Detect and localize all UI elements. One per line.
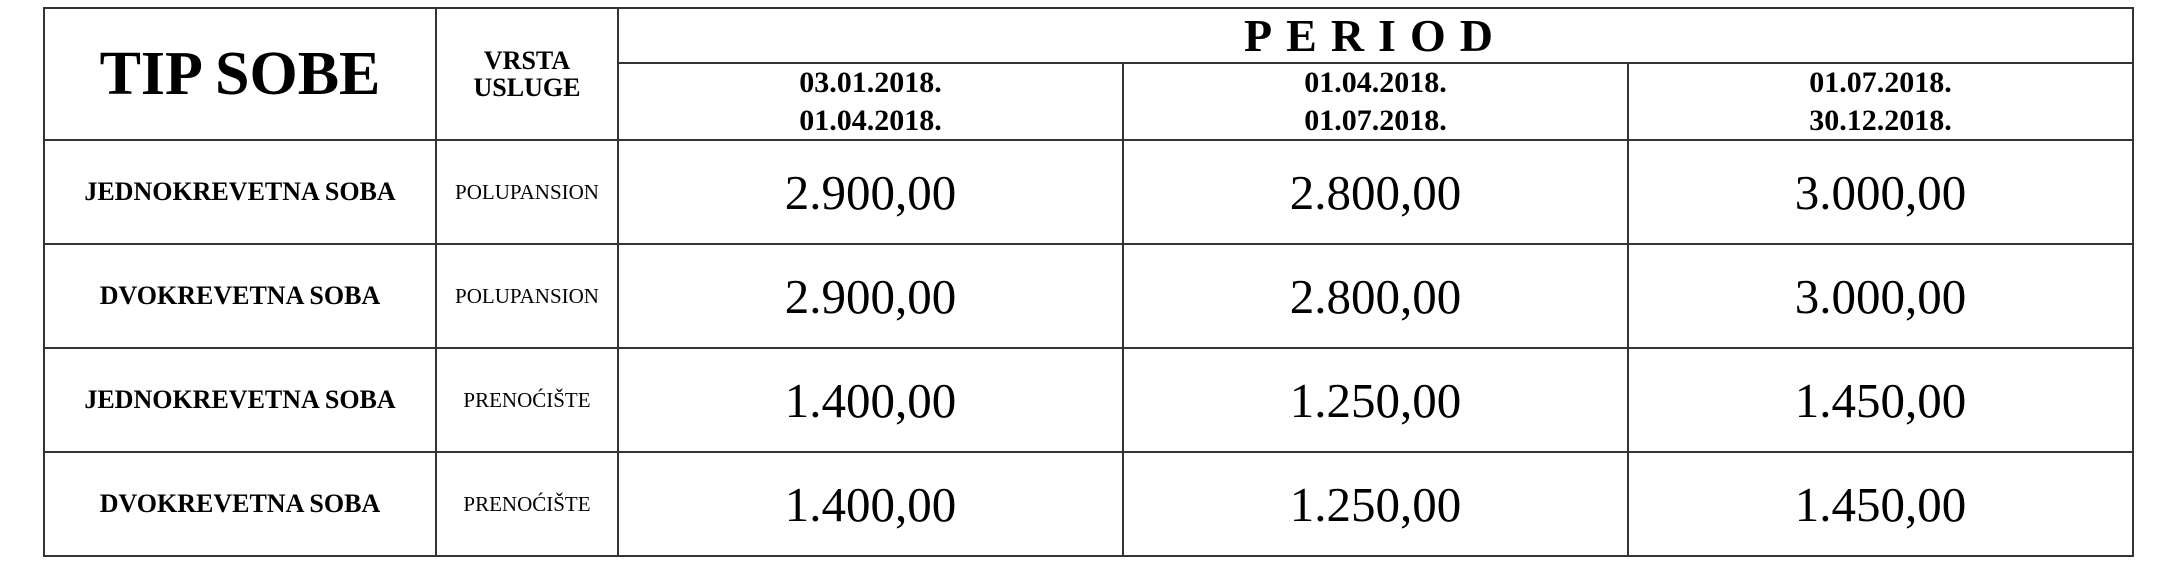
price-cell: 2.800,00 — [1123, 244, 1628, 348]
room-type-cell: DVOKREVETNA SOBA — [44, 244, 436, 348]
table-row — [44, 452, 2133, 556]
period-1-from: 03.01.2018. — [799, 66, 942, 99]
price-cell: 3.000,00 — [1628, 244, 2133, 348]
period-2-from: 01.04.2018. — [1304, 66, 1447, 99]
period-header — [618, 8, 2133, 63]
service-type-header — [436, 8, 618, 140]
price-cell: 1.250,00 — [1123, 348, 1628, 452]
table-row — [44, 244, 2133, 348]
period-cell-3 — [1628, 63, 2133, 140]
service-type-cell: POLUPANSION — [436, 140, 618, 244]
period-cell-2 — [1123, 63, 1628, 140]
service-type-cell: POLUPANSION — [436, 244, 618, 348]
room-type-header — [44, 8, 436, 140]
price-cell: 1.450,00 — [1628, 452, 2133, 556]
price-cell: 1.250,00 — [1123, 452, 1628, 556]
table-row — [44, 140, 2133, 244]
price-cell: 1.450,00 — [1628, 348, 2133, 452]
service-title-line1: VRSTA — [483, 45, 571, 75]
price-cell: 2.900,00 — [618, 140, 1123, 244]
room-type-cell: JEDNOKREVETNA SOBA — [44, 140, 436, 244]
table-row — [44, 348, 2133, 452]
service-title-line2: USLUGE — [473, 73, 581, 102]
period-2-to: 01.07.2018. — [1304, 103, 1447, 137]
price-cell: 1.400,00 — [618, 348, 1123, 452]
price-cell: 2.800,00 — [1123, 140, 1628, 244]
price-table — [43, 7, 2134, 557]
period-title: PERIOD — [1244, 9, 1507, 61]
room-type-title: TIP SOBE — [99, 40, 381, 108]
period-1-to: 01.04.2018. — [799, 103, 942, 137]
period-3-from: 01.07.2018. — [1809, 66, 1952, 99]
service-type-cell: PRENOĆIŠTE — [436, 452, 618, 556]
period-3-to: 30.12.2018. — [1809, 103, 1952, 137]
header-row-top — [44, 8, 2133, 63]
price-cell: 2.900,00 — [618, 244, 1123, 348]
room-type-cell: JEDNOKREVETNA SOBA — [44, 348, 436, 452]
service-type-cell: PRENOĆIŠTE — [436, 348, 618, 452]
price-cell: 1.400,00 — [618, 452, 1123, 556]
price-cell: 3.000,00 — [1628, 140, 2133, 244]
period-cell-1 — [618, 63, 1123, 140]
room-type-cell: DVOKREVETNA SOBA — [44, 452, 436, 556]
